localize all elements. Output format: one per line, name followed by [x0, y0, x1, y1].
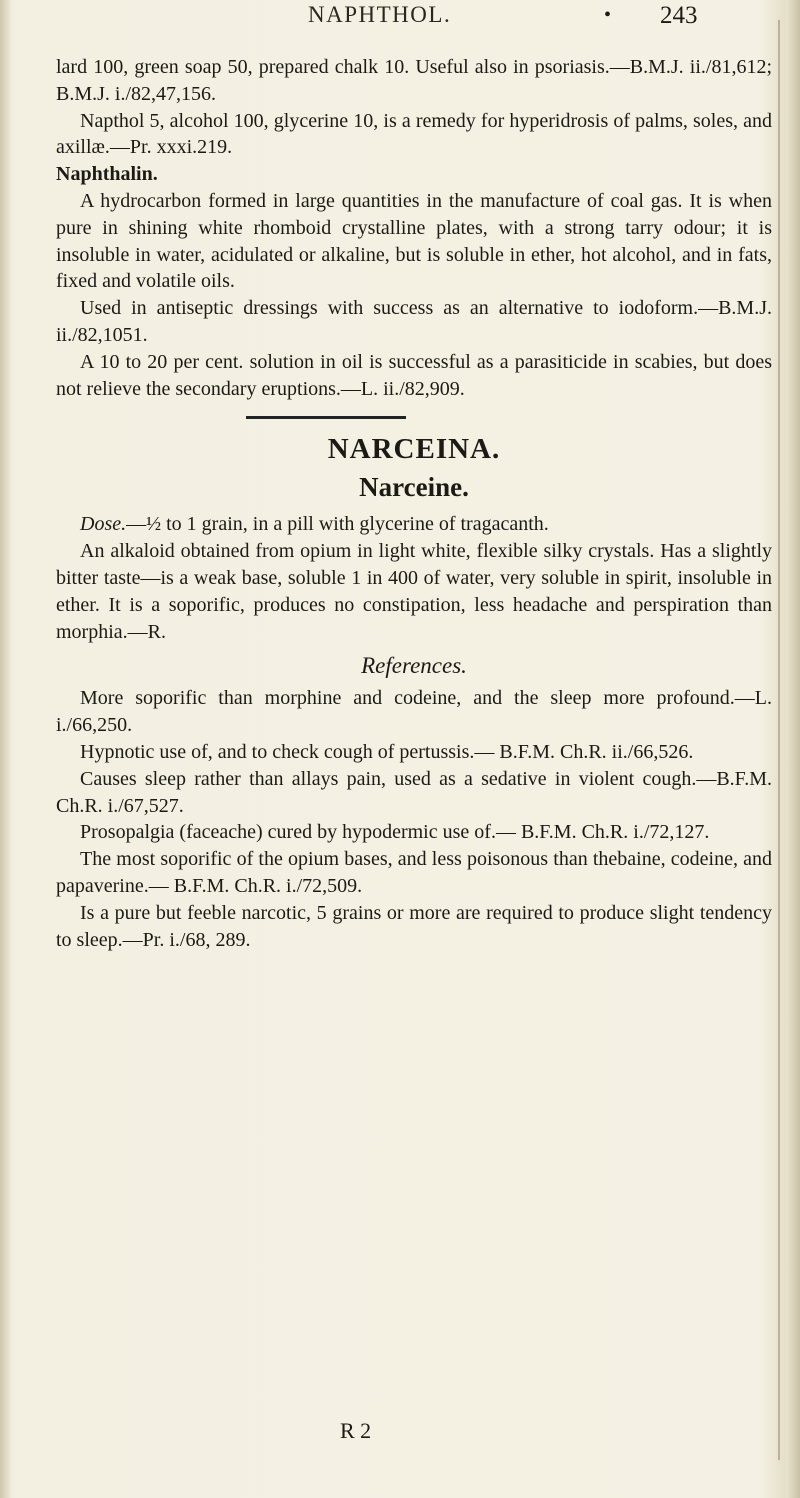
- dose-label: Dose.: [80, 513, 127, 536]
- naphthol-para-2: Napthol 5, alcohol 100, glycerine 10, is a remedy for hyperidrosis of palms, soles, and axillæ.—Pr. xxxi.219.: [56, 109, 772, 159]
- reference-item: The most soporific of the opium bases, and less poisonous than thebaine, codeine, and papaverine.— B.F.M. Ch.R. i./72,509.: [56, 848, 772, 897]
- reference-item: Hypnotic use of, and to check cough of pertussis.— B.F.M. Ch.R. ii./66,526.: [80, 740, 694, 763]
- section-divider: [246, 416, 406, 419]
- reference-item: More soporific than morphine and codeine, and the sleep more profound.—L. i./66,250.: [56, 687, 772, 737]
- signature-mark: R 2: [340, 1418, 372, 1443]
- reference-item: Is a pure but feeble narcotic, 5 grains or more are required to produce slight tendency to sleep.—Pr. i./68, 289.: [56, 901, 772, 951]
- references-heading: References.: [361, 653, 467, 679]
- dose-text: —½ to 1 grain, in a pill with glycerine of tragacanth.: [126, 513, 549, 536]
- page-number: 243: [660, 2, 698, 29]
- running-title: NAPHTHOL.: [308, 2, 452, 27]
- naphthol-para-1: lard 100, green soap 50, prepared chalk 10. Useful also in psoriasis.—B.M.J. ii./81,612; B.M.J. i./82,47,156.: [56, 56, 772, 105]
- page-content: [56, 54, 772, 953]
- section-title: NARCEINA.: [327, 433, 501, 466]
- header-dot: •: [604, 4, 612, 26]
- reference-item: Causes sleep rather than allays pain, used as a sedative in violent cough.—B.F.M. Ch.R. i./67,527.: [56, 767, 772, 817]
- reference-item: Prosopalgia (faceache) cured by hypodermic use of.— B.F.M. Ch.R. i./72,127.: [80, 821, 710, 844]
- right-page-edge: [786, 0, 800, 1498]
- naphthalin-heading: Naphthalin.: [56, 163, 158, 186]
- right-margin-rule: [778, 20, 780, 1460]
- left-page-edge: [0, 0, 10, 1498]
- naphthalin-para-3: A 10 to 20 per cent. solution in oil is successful as a parasiticide in scabies, but does not relieve the secondary eruptions.—L. ii./82,909.: [56, 350, 772, 400]
- page-header: [58, 2, 758, 32]
- naphthalin-para-2: Used in antiseptic dressings with success as an alternative to iodoform.—B.M.J. ii./82,1051.: [56, 297, 772, 346]
- naphthalin-para-1: A hydrocarbon formed in large quantities in the manufacture of coal gas. It is when pure in shining white rhomboid crystalline plates, with a strong tarry odour; it is insoluble in water, acidulated or alkaline, but is soluble in ether, hot alcohol, and in fats, fixed and volatile oils.: [56, 189, 772, 293]
- section-subtitle: Narceine.: [359, 472, 469, 503]
- dose-line: [56, 511, 772, 538]
- narceine-description: An alkaloid obtained from opium in light white, flexible silky crystals. Has a slightly bitter taste—is a weak base, soluble 1 in 400 of water, very soluble in spirit, insoluble in ether. It is a soporific, produces no constipation, less headache and perspiration than morphia.—R.: [56, 540, 772, 643]
